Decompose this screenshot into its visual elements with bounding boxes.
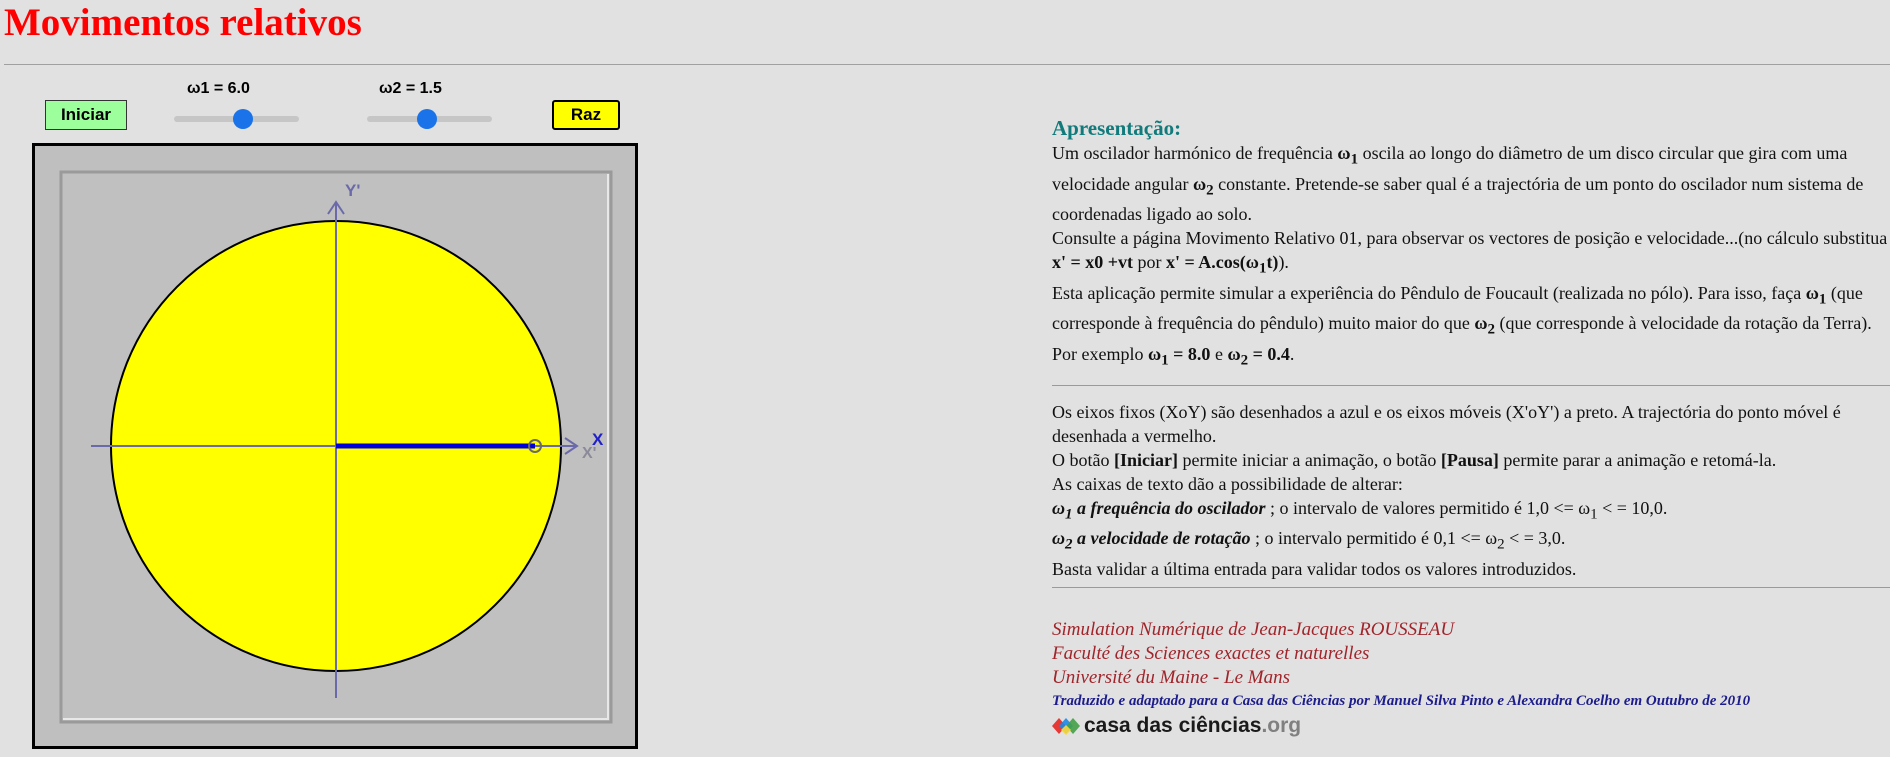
simulation-canvas[interactable] xyxy=(32,143,638,749)
y-prime-axis-label: Y' xyxy=(345,181,361,200)
info-divider xyxy=(1052,385,1890,386)
omega1-label: ω1 = 6.0 xyxy=(187,80,250,97)
info-paragraph-5: O botão [Iniciar] permite iniciar a animação, o botão [Pausa] permite parar a animação e retomá-la. xyxy=(1052,449,1777,470)
info-paragraph-9: Basta validar a última entrada para validar todos os valores introduzidos. xyxy=(1052,558,1577,579)
omega2-label: ω2 = 1.5 xyxy=(379,80,442,97)
casa-das-ciencias-logo[interactable] xyxy=(1052,714,1890,738)
start-button[interactable]: Iniciar xyxy=(45,100,127,130)
omega1-slider-thumb[interactable] xyxy=(233,109,253,129)
simulation-applet xyxy=(0,70,650,757)
info-panel xyxy=(1052,115,1890,738)
credits-line-3: Université du Maine - Le Mans xyxy=(1052,666,1290,688)
title-divider xyxy=(4,64,1890,65)
omega2-slider[interactable] xyxy=(367,116,492,122)
translation-credit: Traduzido e adaptado para a Casa das Ciências por Manuel Silva Pinto e Alexandra Coelho em Outubro de 2010 xyxy=(1052,692,1751,709)
credits-line-1: Simulation Numérique de Jean-Jacques ROUSSEAU xyxy=(1052,618,1455,640)
info-paragraph-4: Os eixos fixos (XoY) são desenhados a azul e os eixos móveis (X'oY') a preto. A trajectória do ponto móvel é desenhada a vermelho. xyxy=(1052,401,1841,446)
credits-line-2: Faculté des Sciences exactes et naturelles xyxy=(1052,642,1370,664)
logo-suffix: .org xyxy=(1261,713,1302,737)
info-paragraph-1: Um oscilador harmónico de frequência $\omega_1$ oscila ao longo do diâmetro de um disco circular que gira com uma velocidade angular $\omega_2$ constante. Pretende-se saber qual é a trajectória de um ponto do oscilador num sistema de coordenadas ligado ao solo. xyxy=(1052,143,1864,225)
logo-text: casa das ciências xyxy=(1084,713,1262,737)
x-axis-label: X xyxy=(592,430,604,449)
reset-button[interactable]: Raz xyxy=(552,100,620,130)
info-paragraph-8: $\omega_2$ a velocidade de rotação ; o intervalo permitido é $0,1 <= \omega_2$ < = 3,0. xyxy=(1052,528,1566,553)
x-prime-axis-label: X' xyxy=(582,445,597,462)
simulation-drawing xyxy=(35,146,635,746)
info-paragraph-3: Esta aplicação permite simular a experiência do Pêndulo de Foucault (realizada no pólo). Para isso, faça $\omega_1$ (que corresponde à frequência do pêndulo) muito maior do que $\omega_2$ (que corresponde à velocidade da rotação da Terra). Por exemplo $\omega_1 = 8.0$ e $\omega_2 = 0.4$. xyxy=(1052,282,1872,369)
omega1-slider[interactable] xyxy=(174,116,299,122)
info-heading: Apresentação: xyxy=(1052,116,1182,140)
credits-divider xyxy=(1052,587,1890,588)
info-paragraph-7: $\omega_1$ a frequência do oscilador ; o intervalo de valores permitido é $1,0 <= \omega_1$ < = 10,0. xyxy=(1052,497,1668,523)
info-paragraph-6: As caixas de texto dão a possibilidade de alterar: xyxy=(1052,473,1403,494)
page-title: Movimentos relativos xyxy=(4,1,362,44)
info-paragraph-2: Consulte a página Movimento Relativo 01, para observar os vectores de posição e velocidade...(no cálculo substitua x' = x0 +vt por $x' = A.\cos(\omega_1t)$). xyxy=(1052,228,1888,277)
logo-icon xyxy=(1052,716,1080,736)
omega2-slider-thumb[interactable] xyxy=(417,109,437,129)
